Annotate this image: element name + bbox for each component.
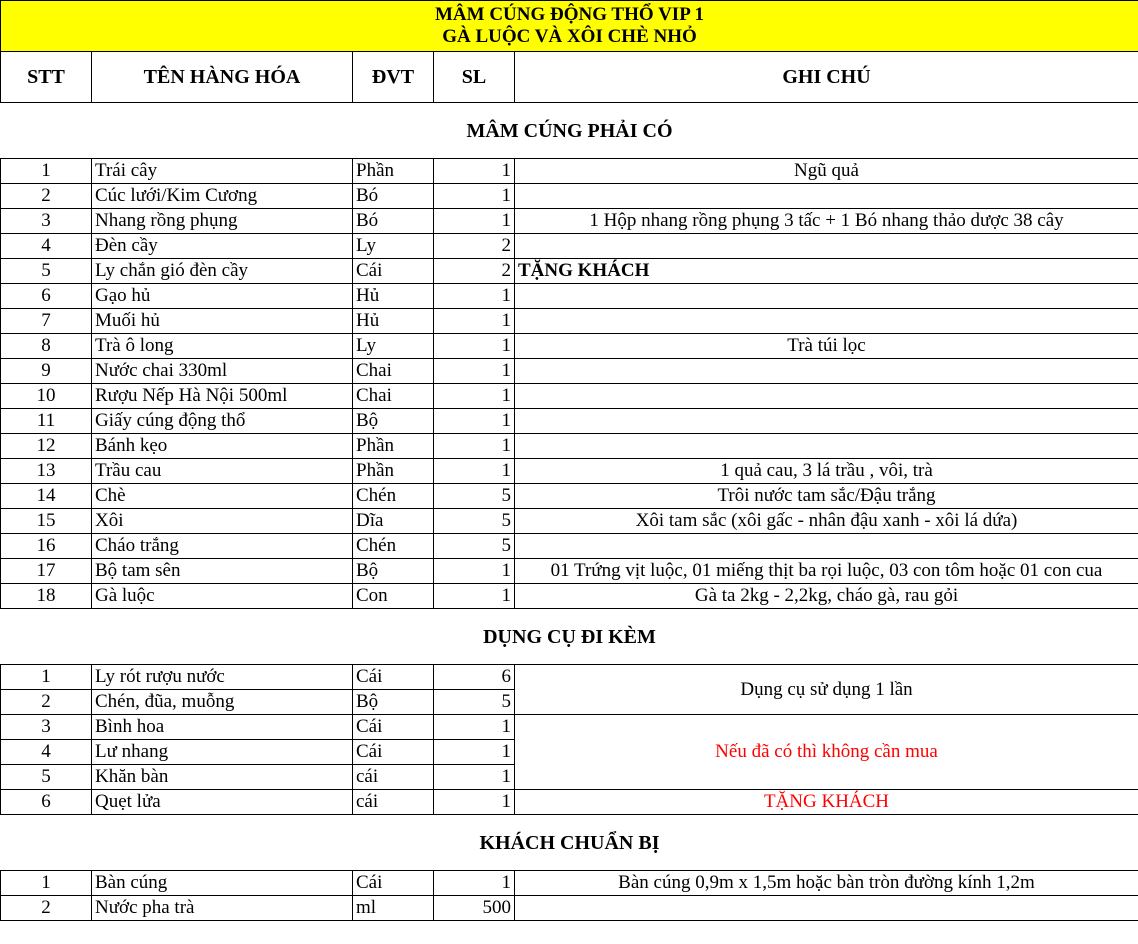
section3-body [1, 871, 1138, 921]
row-name: Rượu Nếp Hà Nội 500ml [92, 384, 353, 409]
row-name: Gạo hủ [92, 284, 353, 309]
row-qty: 5 [434, 534, 515, 559]
title-line-2: GÀ LUỘC VÀ XÔI CHÈ NHỎ [442, 26, 697, 47]
row-qty: 2 [434, 234, 515, 259]
row-note [515, 184, 1138, 209]
row-name: Muối hủ [92, 309, 353, 334]
row-qty: 1 [434, 384, 515, 409]
row-note: Ngũ quả [515, 159, 1138, 184]
header-name: TÊN HÀNG HÓA [92, 52, 353, 103]
table-row [1, 459, 1138, 484]
row-qty: 1 [434, 790, 515, 815]
row-qty: 1 [434, 740, 515, 765]
row-qty: 1 [434, 184, 515, 209]
row-name: Trầu cau [92, 459, 353, 484]
row-stt: 2 [1, 690, 92, 715]
title-row [1, 1, 1138, 52]
section-title: KHÁCH CHUẨN BỊ [1, 815, 1138, 871]
row-qty: 1 [434, 284, 515, 309]
row-unit: Con [353, 584, 434, 609]
row-qty: 6 [434, 665, 515, 690]
row-name: Cháo trắng [92, 534, 353, 559]
row-unit: Ly [353, 234, 434, 259]
table-row [1, 715, 1138, 740]
row-note [515, 409, 1138, 434]
row-unit: Dĩa [353, 509, 434, 534]
table-row [1, 584, 1138, 609]
row-stt: 7 [1, 309, 92, 334]
row-stt: 6 [1, 790, 92, 815]
row-stt: 3 [1, 209, 92, 234]
row-stt: 5 [1, 765, 92, 790]
row-unit: Hủ [353, 284, 434, 309]
row-unit: Bó [353, 184, 434, 209]
row-note [515, 284, 1138, 309]
table-row [1, 665, 1138, 690]
row-name: Đèn cầy [92, 234, 353, 259]
header-note: GHI CHÚ [515, 52, 1138, 103]
header-qty: SL [434, 52, 515, 103]
row-note [515, 359, 1138, 384]
row-name: Cúc lưới/Kim Cương [92, 184, 353, 209]
row-stt: 4 [1, 234, 92, 259]
row-unit: Phần [353, 159, 434, 184]
row-qty: 1 [434, 765, 515, 790]
row-name: Khăn bàn [92, 765, 353, 790]
row-unit: ml [353, 896, 434, 921]
table-row [1, 484, 1138, 509]
row-qty: 1 [434, 159, 515, 184]
table-row [1, 534, 1138, 559]
row-unit: cái [353, 765, 434, 790]
row-stt: 16 [1, 534, 92, 559]
table-row [1, 234, 1138, 259]
table-row [1, 284, 1138, 309]
row-unit: Cái [353, 740, 434, 765]
table-row [1, 184, 1138, 209]
row-stt: 8 [1, 334, 92, 359]
row-stt: 11 [1, 409, 92, 434]
section-row-tools [1, 609, 1138, 665]
row-note: Trôi nước tam sắc/Đậu trắng [515, 484, 1138, 509]
row-unit: Phần [353, 459, 434, 484]
row-qty: 1 [434, 715, 515, 740]
row-stt: 2 [1, 184, 92, 209]
table-row [1, 509, 1138, 534]
row-qty: 5 [434, 484, 515, 509]
row-qty: 1 [434, 359, 515, 384]
row-name: Ly rót rượu nước [92, 665, 353, 690]
row-stt: 13 [1, 459, 92, 484]
header-unit: ĐVT [353, 52, 434, 103]
row-qty: 500 [434, 896, 515, 921]
row-unit: Chén [353, 484, 434, 509]
row-note [515, 896, 1138, 921]
row-stt: 18 [1, 584, 92, 609]
title-line-1: MÂM CÚNG ĐỘNG THỔ VIP 1 [435, 4, 704, 25]
row-unit: Chén [353, 534, 434, 559]
row-qty: 1 [434, 209, 515, 234]
row-name: Quẹt lửa [92, 790, 353, 815]
section-title: DỤNG CỤ ĐI KÈM [1, 609, 1138, 665]
row-stt: 9 [1, 359, 92, 384]
row-name: Trái cây [92, 159, 353, 184]
row-unit: Bó [353, 209, 434, 234]
row-note [515, 384, 1138, 409]
row-unit: cái [353, 790, 434, 815]
row-note: 1 quả cau, 3 lá trầu , vôi, trà [515, 459, 1138, 484]
row-unit: Cái [353, 259, 434, 284]
section-title: MÂM CÚNG PHẢI CÓ [1, 103, 1138, 159]
row-note: TẶNG KHÁCH [515, 259, 1138, 284]
row-unit: Bộ [353, 559, 434, 584]
row-note [515, 234, 1138, 259]
row-name: Nhang rồng phụng [92, 209, 353, 234]
row-qty: 1 [434, 434, 515, 459]
table-row [1, 359, 1138, 384]
title-cell [1, 1, 1138, 52]
row-note: Trà túi lọc [515, 334, 1138, 359]
row-qty: 5 [434, 690, 515, 715]
row-unit: Phần [353, 434, 434, 459]
row-note: Xôi tam sắc (xôi gấc - nhân đậu xanh - xôi lá dứa) [515, 509, 1138, 534]
row-note: Bàn cúng 0,9m x 1,5m hoặc bàn tròn đường kính 1,2m [515, 871, 1138, 896]
row-note: Gà ta 2kg - 2,2kg, cháo gà, rau gỏi [515, 584, 1138, 609]
row-qty: 1 [434, 559, 515, 584]
header-row [1, 52, 1138, 103]
row-unit: Chai [353, 384, 434, 409]
row-stt: 6 [1, 284, 92, 309]
row-stt: 1 [1, 871, 92, 896]
row-note [515, 434, 1138, 459]
row-qty: 2 [434, 259, 515, 284]
header-stt: STT [1, 52, 92, 103]
row-unit: Cái [353, 715, 434, 740]
row-qty: 1 [434, 409, 515, 434]
row-name: Chén, đũa, muỗng [92, 690, 353, 715]
row-stt: 10 [1, 384, 92, 409]
row-qty: 1 [434, 309, 515, 334]
section1-body [1, 159, 1138, 609]
row-name: Ly chắn gió đèn cầy [92, 259, 353, 284]
section-row-required [1, 103, 1138, 159]
row-note: 01 Trứng vịt luộc, 01 miếng thịt ba rọi luộc, 03 con tôm hoặc 01 con cua [515, 559, 1138, 584]
table-row [1, 309, 1138, 334]
table-row [1, 871, 1138, 896]
row-name: Nước pha trà [92, 896, 353, 921]
row-qty: 1 [434, 459, 515, 484]
table-row [1, 259, 1138, 284]
row-qty: 5 [434, 509, 515, 534]
table-row [1, 896, 1138, 921]
table-row [1, 434, 1138, 459]
row-name: Trà ô long [92, 334, 353, 359]
table-row [1, 159, 1138, 184]
table-row [1, 409, 1138, 434]
row-note [515, 534, 1138, 559]
row-unit: Chai [353, 359, 434, 384]
row-stt: 2 [1, 896, 92, 921]
row-qty: 1 [434, 334, 515, 359]
row-stt: 12 [1, 434, 92, 459]
row-name: Bình hoa [92, 715, 353, 740]
row-stt: 3 [1, 715, 92, 740]
row-qty: 1 [434, 871, 515, 896]
section-row-customer [1, 815, 1138, 871]
row-name: Lư nhang [92, 740, 353, 765]
row-note: 1 Hộp nhang rồng phụng 3 tấc + 1 Bó nhang thảo dược 38 cây [515, 209, 1138, 234]
row-unit: Bộ [353, 690, 434, 715]
row-stt: 5 [1, 259, 92, 284]
row-name: Bộ tam sên [92, 559, 353, 584]
row-name: Chè [92, 484, 353, 509]
row-name: Gà luộc [92, 584, 353, 609]
row-qty: 1 [434, 584, 515, 609]
row-name: Bánh kẹo [92, 434, 353, 459]
table-row [1, 559, 1138, 584]
row-stt: 17 [1, 559, 92, 584]
row-stt: 15 [1, 509, 92, 534]
row-stt: 1 [1, 665, 92, 690]
row-name: Bàn cúng [92, 871, 353, 896]
table-row [1, 790, 1138, 815]
row-name: Giấy cúng động thổ [92, 409, 353, 434]
row-stt: 14 [1, 484, 92, 509]
row-note [515, 309, 1138, 334]
table-row [1, 209, 1138, 234]
row-unit: Bộ [353, 409, 434, 434]
row-stt: 4 [1, 740, 92, 765]
row-unit: Cái [353, 665, 434, 690]
row-note-disposable: Dụng cụ sử dụng 1 lần [515, 665, 1138, 715]
row-name: Nước chai 330ml [92, 359, 353, 384]
row-stt: 1 [1, 159, 92, 184]
row-note-gift: TẶNG KHÁCH [515, 790, 1138, 815]
row-note-if-have: Nếu đã có thì không cần mua [515, 715, 1138, 790]
table-row [1, 384, 1138, 409]
row-unit: Hủ [353, 309, 434, 334]
row-name: Xôi [92, 509, 353, 534]
row-unit: Cái [353, 871, 434, 896]
table-row [1, 334, 1138, 359]
row-unit: Ly [353, 334, 434, 359]
